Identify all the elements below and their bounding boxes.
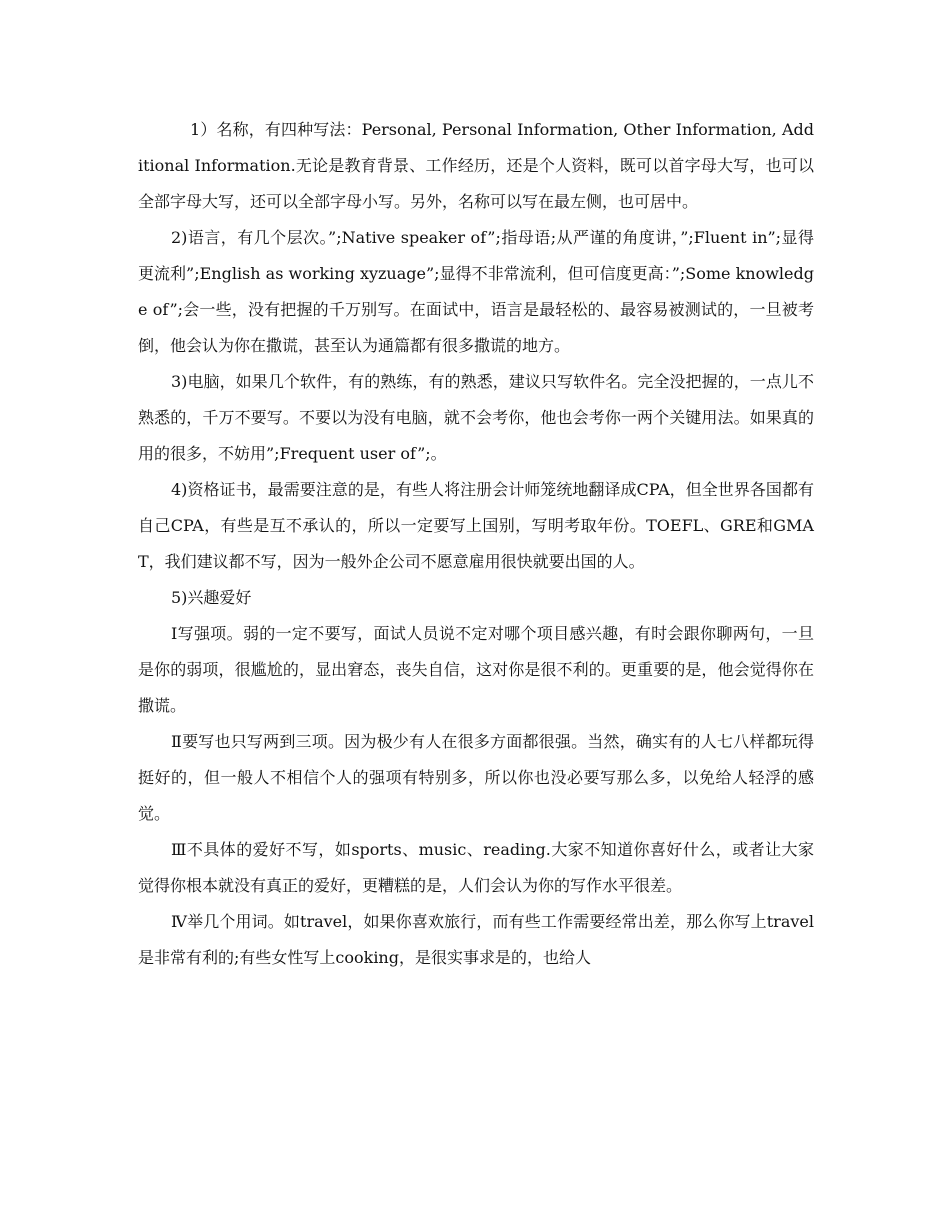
paragraph-hobbies-point-2: Ⅱ要写也只写两到三项。因为极少有人在很多方面都很强。当然，确实有的人七八样都玩得挺好的，但一般人不相信个人的强项有特别多，所以你也没必要写那么多，以免给人轻浮的感觉。 [138,732,814,823]
paragraph-name-section: 1）名称，有四种写法：Personal, Personal Information, Other Information, Additional Information.无论是教育背景、工作经历，还是个人资料，既可以首字母大写，也可以全部字母大写，还可以全部字母小写。另外，名称可以写在最左侧，也可居中。 [138,120,814,211]
paragraph-hobbies-heading: 5)兴趣爱好 [171,588,252,607]
paragraph-language: 2)语言，有几个层次。”;Native speaker of”;指母语;从严谨的角度讲，”;Fluent in”;显得更流利”;English as working xyzuage”;显得不非常流利，但可信度更高：”;Some knowledge of”;会一些，没有把握的千万别写。在面试中，语言是最轻松的、最容易被测试的，一旦被考倒，他会认为你在撒谎，甚至认为通篇都有很多撒谎的地方。 [138,228,814,355]
paragraph-certificates: 4)资格证书，最需要注意的是，有些人将注册会计师笼统地翻译成CPA，但全世界各国都有自己CPA，有些是互不承认的，所以一定要写上国别，写明考取年份。TOEFL、GRE和GMAT，我们建议都不写，因为一般外企公司不愿意雇用很快就要出国的人。 [138,480,814,571]
paragraph-hobbies-point-4: Ⅳ举几个用词。如travel，如果你喜欢旅行，而有些工作需要经常出差，那么你写上travel是非常有利的;有些女性写上cooking，是很实事求是的，也给人 [138,912,814,967]
paragraph-hobbies-point-1: Ⅰ写强项。弱的一定不要写，面试人员说不定对哪个项目感兴趣，有时会跟你聊两句，一旦是你的弱项，很尴尬的，显出窘态，丧失自信，这对你是很不利的。更重要的是，他会觉得你在撒谎。 [138,624,814,715]
paragraph-hobbies-point-3: Ⅲ不具体的爱好不写，如sports、music、reading.大家不知道你喜好什么，或者让大家觉得你根本就没有真正的爱好，更糟糕的是，人们会认为你的写作水平很差。 [138,840,814,895]
document-body [138,112,814,976]
paragraph-computer: 3)电脑，如果几个软件，有的熟练，有的熟悉，建议只写软件名。完全没把握的，一点儿不熟悉的，千万不要写。不要以为没有电脑，就不会考你，他也会考你一两个关键用法。如果真的用的很多，不妨用”;Frequent user of”;。 [138,372,814,463]
